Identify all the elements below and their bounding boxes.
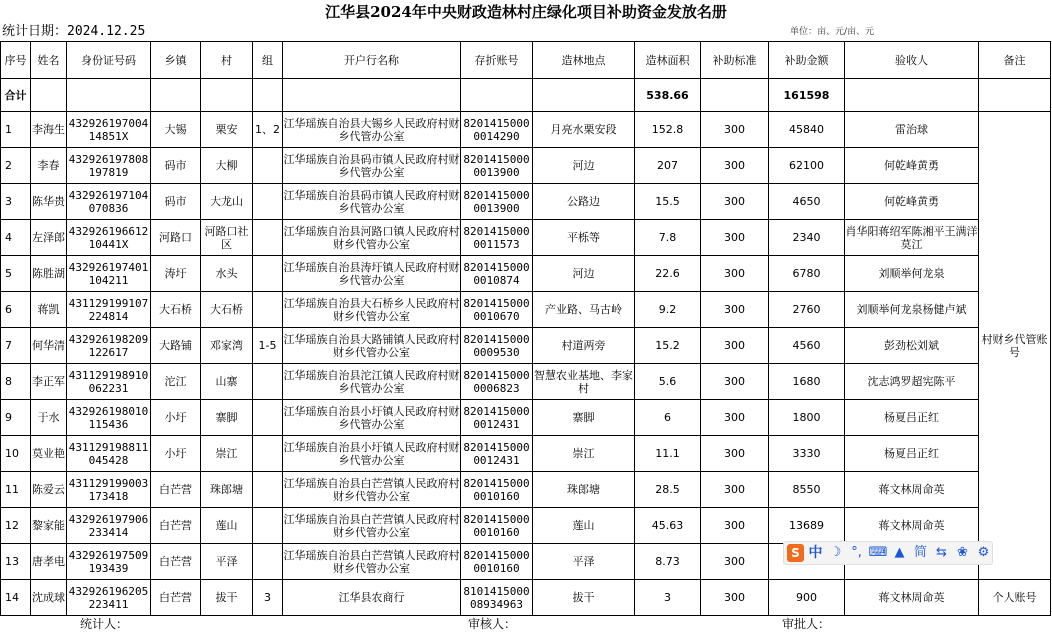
row-town: 码市 bbox=[151, 148, 201, 184]
row-serial: 11 bbox=[1, 472, 31, 508]
row-group: 1、2 bbox=[253, 112, 283, 148]
row-id-number: 431129198811045428 bbox=[67, 436, 151, 472]
row-area: 152.8 bbox=[635, 112, 701, 148]
row-id-number: 432926196205223411 bbox=[67, 580, 151, 616]
voice-icon[interactable]: ▲ bbox=[894, 545, 905, 560]
row-amount: 900 bbox=[769, 580, 845, 616]
row-town: 涛圩 bbox=[151, 256, 201, 292]
row-town: 白芒营 bbox=[151, 472, 201, 508]
header-location: 造林地点 bbox=[533, 42, 635, 79]
header-name: 姓名 bbox=[31, 42, 67, 79]
row-bank: 江华瑶族自治县小圩镇人民政府村财乡代管办公室 bbox=[283, 436, 461, 472]
row-area: 15.5 bbox=[635, 184, 701, 220]
header-inspector: 验收人 bbox=[845, 42, 979, 79]
row-name: 于水 bbox=[31, 400, 67, 436]
footer-row bbox=[1, 616, 1051, 634]
approver-label: 审批人： bbox=[782, 617, 831, 631]
table-row bbox=[1, 184, 1051, 220]
row-amount: 2340 bbox=[769, 220, 845, 256]
row-id-number: 431129199003173418 bbox=[67, 472, 151, 508]
row-location: 村道两旁 bbox=[533, 328, 635, 364]
row-group bbox=[253, 508, 283, 544]
row-account: 82014150000012431 bbox=[461, 436, 533, 472]
row-location: 拔干 bbox=[533, 580, 635, 616]
row-inspector: 肖华阳蒋绍军陈湘平王满洋莫江 bbox=[845, 220, 979, 256]
row-account: 82014150000014290 bbox=[461, 112, 533, 148]
row-town: 大路铺 bbox=[151, 328, 201, 364]
header-row bbox=[1, 42, 1051, 79]
row-bank: 江华瑶族自治县码市镇人民政府村财乡代管办公室 bbox=[283, 148, 461, 184]
row-name: 黎家能 bbox=[31, 508, 67, 544]
row-serial: 12 bbox=[1, 508, 31, 544]
row-group bbox=[253, 220, 283, 256]
row-inspector: 何乾峰黄勇 bbox=[845, 184, 979, 220]
row-location: 河边 bbox=[533, 148, 635, 184]
row-standard: 300 bbox=[701, 112, 769, 148]
row-town: 沱江 bbox=[151, 364, 201, 400]
row-amount: 1680 bbox=[769, 364, 845, 400]
gear-icon[interactable]: ⚙ bbox=[977, 545, 990, 560]
row-id-number: 431129198910062231 bbox=[67, 364, 151, 400]
row-amount: 8550 bbox=[769, 472, 845, 508]
table-row bbox=[1, 112, 1051, 148]
row-group bbox=[253, 364, 283, 400]
row-group bbox=[253, 472, 283, 508]
row-bank: 江华瑶族自治县沱江镇人民政府村财乡代管办公室 bbox=[283, 364, 461, 400]
row-village: 大石桥 bbox=[201, 292, 253, 328]
row-town: 小圩 bbox=[151, 400, 201, 436]
punctuation-icon[interactable]: °, bbox=[851, 545, 862, 560]
row-serial: 10 bbox=[1, 436, 31, 472]
total-row bbox=[1, 79, 1051, 112]
header-group: 组 bbox=[253, 42, 283, 79]
row-group bbox=[253, 292, 283, 328]
row-account: 810141500008934963 bbox=[461, 580, 533, 616]
ime-logo-icon[interactable]: S bbox=[787, 544, 804, 562]
page-title: 江华县2024年中央财政造林村庄绿化项目补助资金发放名册 bbox=[325, 3, 727, 21]
header-remark: 备注 bbox=[979, 42, 1051, 79]
row-village: 河路口社区 bbox=[201, 220, 253, 256]
row-name: 唐孝电 bbox=[31, 544, 67, 580]
row-area: 45.63 bbox=[635, 508, 701, 544]
table-row bbox=[1, 508, 1051, 544]
row-id-number: 43292619661210441X bbox=[67, 220, 151, 256]
row-remark: 个人账号 bbox=[979, 580, 1051, 616]
row-village: 寨脚 bbox=[201, 400, 253, 436]
row-location: 公路边 bbox=[533, 184, 635, 220]
row-inspector: 何乾峰黄勇 bbox=[845, 148, 979, 184]
row-id-number: 432926198010115436 bbox=[67, 400, 151, 436]
row-location: 平栎等 bbox=[533, 220, 635, 256]
row-group bbox=[253, 148, 283, 184]
row-amount: 4560 bbox=[769, 328, 845, 364]
translate-icon[interactable]: ⇆ bbox=[936, 545, 947, 560]
table-row bbox=[1, 364, 1051, 400]
row-amount: 2760 bbox=[769, 292, 845, 328]
row-name: 莫业艳 bbox=[31, 436, 67, 472]
row-location: 智慧农业基地、李家村 bbox=[533, 364, 635, 400]
row-name: 沈成球 bbox=[31, 580, 67, 616]
row-account: 82014150000010160 bbox=[461, 472, 533, 508]
table-row bbox=[1, 400, 1051, 436]
row-bank: 江华县农商行 bbox=[283, 580, 461, 616]
row-name: 陈爱云 bbox=[31, 472, 67, 508]
row-area: 28.5 bbox=[635, 472, 701, 508]
row-village: 崇江 bbox=[201, 436, 253, 472]
row-village: 大龙山 bbox=[201, 184, 253, 220]
row-town: 小圩 bbox=[151, 436, 201, 472]
row-area: 22.6 bbox=[635, 256, 701, 292]
header-id: 身份证号码 bbox=[67, 42, 151, 79]
row-account: 82014150000009530 bbox=[461, 328, 533, 364]
row-bank: 江华瑶族自治县大石桥乡人民政府村财乡代管办公室 bbox=[283, 292, 461, 328]
row-area: 207 bbox=[635, 148, 701, 184]
row-name: 李正军 bbox=[31, 364, 67, 400]
total-amount: 161598 bbox=[769, 79, 845, 112]
row-account: 82014150000010160 bbox=[461, 544, 533, 580]
row-location: 珠郎塘 bbox=[533, 472, 635, 508]
row-group bbox=[253, 400, 283, 436]
row-inspector: 彭劲松刘斌 bbox=[845, 328, 979, 364]
row-group: 3 bbox=[253, 580, 283, 616]
row-location: 月亮水栗安段 bbox=[533, 112, 635, 148]
row-area: 8.73 bbox=[635, 544, 701, 580]
row-amount: 13689 bbox=[769, 508, 845, 544]
row-bank: 江华瑶族自治县白芒营镇人民政府村财乡代管办公室 bbox=[283, 544, 461, 580]
header-serial: 序号 bbox=[1, 42, 31, 79]
table-row bbox=[1, 220, 1051, 256]
row-amount: 6780 bbox=[769, 256, 845, 292]
row-bank: 江华瑶族自治县白芒营镇人民政府村财乡代管办公室 bbox=[283, 508, 461, 544]
header-area: 造林面积 bbox=[635, 42, 701, 79]
row-amount: 3330 bbox=[769, 436, 845, 472]
row-location: 产业路、马古岭 bbox=[533, 292, 635, 328]
row-serial: 8 bbox=[1, 364, 31, 400]
row-account: 82014150000010874 bbox=[461, 256, 533, 292]
row-serial: 4 bbox=[1, 220, 31, 256]
header-town: 乡镇 bbox=[151, 42, 201, 79]
row-area: 3 bbox=[635, 580, 701, 616]
row-remark-merged: 村财乡代管账号 bbox=[979, 112, 1051, 580]
row-amount: 62100 bbox=[769, 148, 845, 184]
row-account: 82014150000013900 bbox=[461, 184, 533, 220]
row-village: 水头 bbox=[201, 256, 253, 292]
row-name: 陈华贵 bbox=[31, 184, 67, 220]
row-id-number: 432926197808197819 bbox=[67, 148, 151, 184]
row-serial: 2 bbox=[1, 148, 31, 184]
row-serial: 3 bbox=[1, 184, 31, 220]
table-row bbox=[1, 328, 1051, 364]
row-name: 左泽郎 bbox=[31, 220, 67, 256]
row-location: 寨脚 bbox=[533, 400, 635, 436]
stat-person-label: 统计人： bbox=[80, 617, 129, 631]
row-serial: 5 bbox=[1, 256, 31, 292]
row-group bbox=[253, 544, 283, 580]
ime-toolbar[interactable] bbox=[783, 541, 993, 565]
row-inspector: 蒋文林周命英 bbox=[845, 580, 979, 616]
row-bank: 江华瑶族自治县白芒营镇人民政府村财乡代管办公室 bbox=[283, 472, 461, 508]
row-inspector: 刘顺举何龙泉 bbox=[845, 256, 979, 292]
row-area: 9.2 bbox=[635, 292, 701, 328]
table-row bbox=[1, 148, 1051, 184]
row-standard: 300 bbox=[701, 580, 769, 616]
row-location: 莲山 bbox=[533, 508, 635, 544]
row-id-number: 432926198209122617 bbox=[67, 328, 151, 364]
row-standard: 300 bbox=[701, 148, 769, 184]
language-toggle[interactable]: 中 bbox=[808, 545, 823, 561]
row-village: 拔干 bbox=[201, 580, 253, 616]
row-area: 15.2 bbox=[635, 328, 701, 364]
row-bank: 江华瑶族自治县大锡乡人民政府村财乡代管办公室 bbox=[283, 112, 461, 148]
row-amount: 45840 bbox=[769, 112, 845, 148]
row-village: 山寨 bbox=[201, 364, 253, 400]
row-inspector: 雷治球 bbox=[845, 112, 979, 148]
row-id-number: 432926197401104211 bbox=[67, 256, 151, 292]
row-name: 陈胜湖 bbox=[31, 256, 67, 292]
row-id-number: 43292619700414851X bbox=[67, 112, 151, 148]
row-town: 白芒营 bbox=[151, 544, 201, 580]
row-name: 李春 bbox=[31, 148, 67, 184]
row-village: 珠郎塘 bbox=[201, 472, 253, 508]
row-amount: 1800 bbox=[769, 400, 845, 436]
row-area: 5.6 bbox=[635, 364, 701, 400]
row-serial: 14 bbox=[1, 580, 31, 616]
row-account: 82014150000010160 bbox=[461, 508, 533, 544]
total-area: 538.66 bbox=[635, 79, 701, 112]
row-town: 白芒营 bbox=[151, 508, 201, 544]
row-id-number: 432926197509193439 bbox=[67, 544, 151, 580]
unit-note: 单位：亩、元/亩、元 bbox=[790, 27, 875, 37]
row-location: 河边 bbox=[533, 256, 635, 292]
row-area: 7.8 bbox=[635, 220, 701, 256]
row-inspector: 蒋文林周命英 bbox=[845, 508, 979, 544]
row-bank: 江华瑶族自治县码市镇人民政府村财乡代管办公室 bbox=[283, 184, 461, 220]
row-standard: 300 bbox=[701, 544, 769, 580]
row-village: 邓家湾 bbox=[201, 328, 253, 364]
row-account: 82014150000006823 bbox=[461, 364, 533, 400]
row-serial: 1 bbox=[1, 112, 31, 148]
row-name: 李海生 bbox=[31, 112, 67, 148]
row-village: 平泽 bbox=[201, 544, 253, 580]
row-area: 6 bbox=[635, 400, 701, 436]
row-inspector: 沈志鸿罗超宪陈平 bbox=[845, 364, 979, 400]
row-name: 蒋凯 bbox=[31, 292, 67, 328]
row-id-number: 431129199107224814 bbox=[67, 292, 151, 328]
row-serial: 13 bbox=[1, 544, 31, 580]
row-name: 何华清 bbox=[31, 328, 67, 364]
simplified-toggle[interactable]: 简 bbox=[914, 545, 928, 560]
row-area: 11.1 bbox=[635, 436, 701, 472]
row-standard: 300 bbox=[701, 220, 769, 256]
row-inspector: 杨夏吕正红 bbox=[845, 400, 979, 436]
row-town: 白芒营 bbox=[151, 580, 201, 616]
row-amount: 4650 bbox=[769, 184, 845, 220]
row-standard: 300 bbox=[701, 400, 769, 436]
row-standard: 300 bbox=[701, 436, 769, 472]
table-row bbox=[1, 256, 1051, 292]
row-group: 1-5 bbox=[253, 328, 283, 364]
row-town: 大石桥 bbox=[151, 292, 201, 328]
row-inspector: 蒋文林周命英 bbox=[845, 472, 979, 508]
header-bank: 开户行名称 bbox=[283, 42, 461, 79]
row-standard: 300 bbox=[701, 184, 769, 220]
row-bank: 江华瑶族自治县大路铺镇人民政府村财乡代管办公室 bbox=[283, 328, 461, 364]
row-account: 82014150000010670 bbox=[461, 292, 533, 328]
reviewer-label: 审核人： bbox=[468, 617, 517, 631]
row-village: 莲山 bbox=[201, 508, 253, 544]
row-account: 82014150000012431 bbox=[461, 400, 533, 436]
row-location: 崇江 bbox=[533, 436, 635, 472]
row-bank: 江华瑶族自治县小圩镇人民政府村财乡代管办公室 bbox=[283, 400, 461, 436]
row-village: 栗安 bbox=[201, 112, 253, 148]
total-label: 合计 bbox=[1, 79, 31, 112]
skin-icon[interactable]: ❀ bbox=[957, 545, 968, 560]
moon-icon[interactable]: ☽ bbox=[829, 545, 842, 560]
row-group bbox=[253, 436, 283, 472]
row-serial: 7 bbox=[1, 328, 31, 364]
row-standard: 300 bbox=[701, 364, 769, 400]
table-row bbox=[1, 436, 1051, 472]
header-village: 村 bbox=[201, 42, 253, 79]
row-inspector: 刘顺举何龙泉杨健卢斌 bbox=[845, 292, 979, 328]
row-account: 82014150000011573 bbox=[461, 220, 533, 256]
row-standard: 300 bbox=[701, 292, 769, 328]
header-account: 存折账号 bbox=[461, 42, 533, 79]
row-bank: 江华瑶族自治县河路口镇人民政府村财乡代管办公室 bbox=[283, 220, 461, 256]
keyboard-icon[interactable]: ⌨ bbox=[868, 545, 888, 560]
row-village: 大柳 bbox=[201, 148, 253, 184]
row-standard: 300 bbox=[701, 328, 769, 364]
row-bank: 江华瑶族自治县涛圩镇人民政府村财乡代管办公室 bbox=[283, 256, 461, 292]
stat-date: 统计日期：2024.12.25 bbox=[2, 24, 146, 39]
row-id-number: 432926197104070836 bbox=[67, 184, 151, 220]
table-row bbox=[1, 580, 1051, 616]
row-town: 大锡 bbox=[151, 112, 201, 148]
row-standard: 300 bbox=[701, 472, 769, 508]
row-account: 82014150000013900 bbox=[461, 148, 533, 184]
header-amount: 补助金额 bbox=[769, 42, 845, 79]
row-id-number: 432926197906233414 bbox=[67, 508, 151, 544]
table-row bbox=[1, 292, 1051, 328]
row-group bbox=[253, 256, 283, 292]
row-town: 码市 bbox=[151, 184, 201, 220]
header-standard: 补助标准 bbox=[701, 42, 769, 79]
row-serial: 9 bbox=[1, 400, 31, 436]
row-serial: 6 bbox=[1, 292, 31, 328]
row-standard: 300 bbox=[701, 256, 769, 292]
table-row bbox=[1, 472, 1051, 508]
row-town: 河路口 bbox=[151, 220, 201, 256]
row-standard: 300 bbox=[701, 508, 769, 544]
row-group bbox=[253, 184, 283, 220]
row-location: 平泽 bbox=[533, 544, 635, 580]
row-inspector: 杨夏吕正红 bbox=[845, 436, 979, 472]
